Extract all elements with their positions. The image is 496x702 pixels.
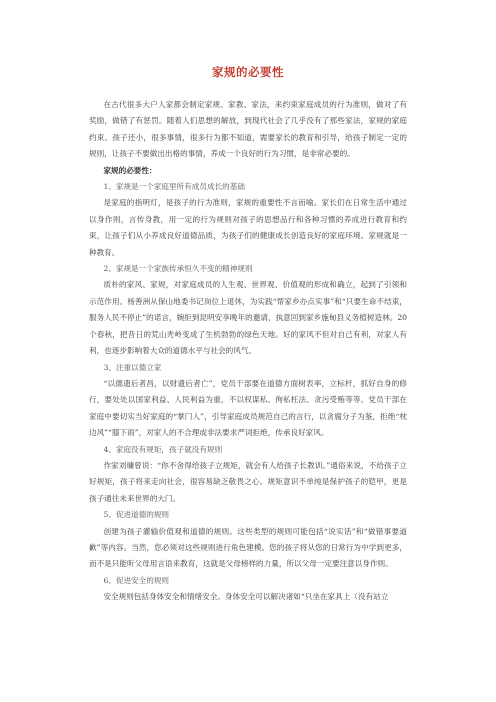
point-heading-2: 2、家规是一个家族传承恒久不变的精神规则 xyxy=(103,264,253,274)
point-heading-5: 5、促进道德的规则 xyxy=(103,510,170,520)
point-body-5: 创建为孩子灌输价值观和道德的规则。这些类型的规则可能包括“说实话”和“做错事要道歉”等内容。当然，您必须对这些规则进行角色建模。您的孩子将从您的日常行为中学到更多，而不是只能听父母用言语来教育，这就是父母榜样的力量，所以父母一定要注意以身作则。 xyxy=(89,526,407,569)
section-heading: 家规的必要性： xyxy=(103,165,157,175)
point-heading-1: 1、家规是一个家庭里所有成员成长的基础 xyxy=(103,182,245,192)
point-heading-4: 4、家庭没有规矩，孩子就没有规则 xyxy=(103,444,223,454)
point-body-6: 安全规则包括身体安全和情绪安全。身体安全可以解决诸如“只坐在家具上（没有站立 xyxy=(103,592,389,602)
point-body-2: 质朴的家风、家规，对家庭成员的人生观、世界观、价值观的形成和确立，起到了引领和示范作用。杨善洲从保山地委书记岗位上退休，为实践“帮家乡办点实事”和“只要生命不结束，服务人民不停止”的诺言，婉拒到昆明安享晚年的邀请，执意回到家乡施甸县义务植树造林。20 个春秋，把昔日的荒山秃岭变成了生机勃勃的绿色天地。好的家风不但对自己有利，对家人有利，也逐步影响着大众的道德水平与社会的风气。 xyxy=(89,280,407,356)
point-body-3: “以德遗后者昌，以财遗后者亡”，党员干部要在道德方面树表率，立标杆，抓好自身的修行，要处处以国家利益、人民利益为重，不以权谋私、徇私枉法、贪污受贿等等。党员干部在家庭中要切实当好家庭的“掌门人”，引导家庭成员规范自己的言行，以贪腐分子为鉴，拒绝“枕边风”“膝下雨”，对家人的不合理或非法要求严词拒绝，传承良好家风。 xyxy=(89,378,407,438)
document-title: 家规的必要性 xyxy=(212,65,284,79)
document-body xyxy=(89,97,407,606)
intro-paragraph: 在古代很多大户人家都会制定家规、家教、家法，来约束家庭成员的行为准则，做对了有奖励，做错了有惩罚。随着人们思想的解放，到现代社会了几乎没有了那些家法，家规的家庭约束。孩子还小，很多事情，很多行为都不知道，需要家长的教育和引导，给孩子制定一定的规则，让孩子不要做出出格的事情，养成一个良好的行为习惯，是非常必要的。 xyxy=(89,100,407,159)
point-body-4: 作家刘墉曾说：“你不舍得给孩子立规矩，就会有人给孩子长教训。”通俗来说，不给孩子立好规矩，孩子将来走向社会，很容易缺乏敬畏之心。规矩意识不单纯是保护孩子的铠甲，更是孩子通往未来世界的大门。 xyxy=(89,460,407,503)
point-heading-6: 6、促进安全的规则 xyxy=(103,575,170,585)
point-body-1: 是家庭的指明灯，是孩子的行为准则，家规的重要性不言而喻。家长们在日常生活中通过以身作则，言传身教，用一定的行为规则对孩子的思想品行和各种习惯的养成进行教育和约束，让孩子们从小养成良好道德品质，为孩子们的健康成长创造良好的家庭环境。家规就是一种教育。 xyxy=(89,198,407,257)
point-heading-3: 3、注重以德立家 xyxy=(103,362,162,372)
